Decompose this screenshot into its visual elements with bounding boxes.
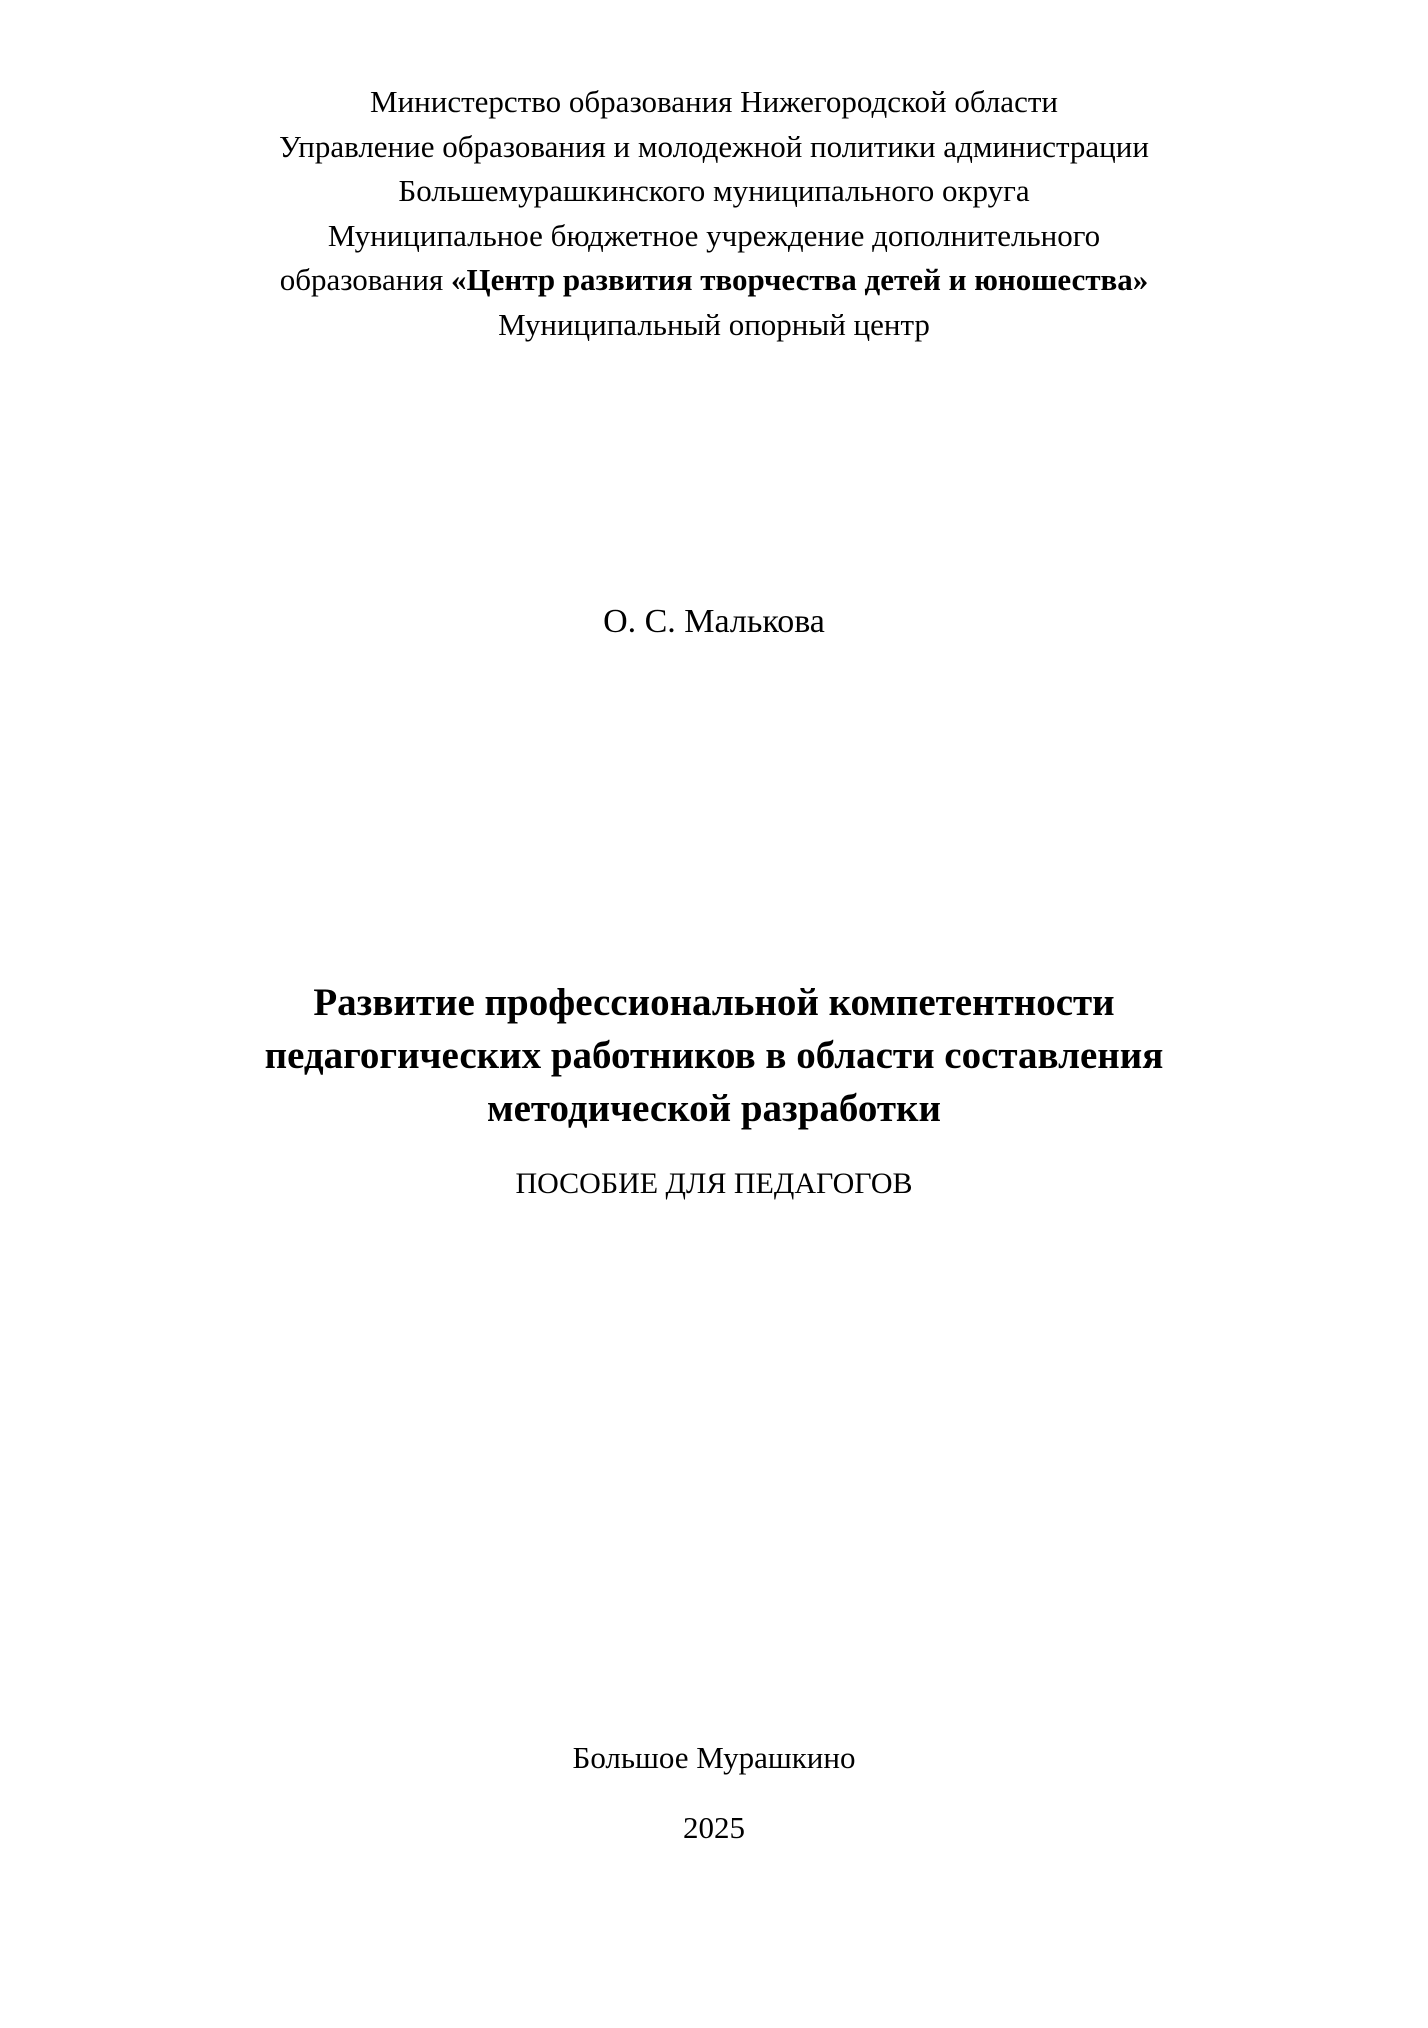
ministry-line: Министерство образования Нижегородской области <box>370 84 1058 119</box>
institution-name-prefix: образования <box>279 262 451 297</box>
institution-line: Муниципальное бюджетное учреждение дополнительного <box>327 217 1101 253</box>
document-subtitle: ПОСОБИЕ ДЛЯ ПЕДАГОГОВ <box>515 1167 913 1200</box>
district-line: Большемурашкинского муниципального округа <box>398 173 1030 208</box>
organization-header <box>0 80 1428 347</box>
title-line-2: педагогических работников в области составления <box>264 1034 1164 1077</box>
title-line-3: методической разработки <box>487 1087 941 1130</box>
institution-name-line <box>0 258 1428 303</box>
document-title <box>0 976 1428 1135</box>
institution-name-bold: «Центр развития творчества детей и юношества» <box>450 262 1149 297</box>
publication-year: 2025 <box>683 1810 745 1845</box>
publication-city: Большое Мурашкино <box>572 1740 856 1775</box>
department-line: Управление образования и молодежной политики администрации <box>279 128 1149 164</box>
title-line-1: Развитие профессиональной компетентности <box>313 981 1115 1024</box>
author-name: О. С. Малькова <box>603 603 825 640</box>
support-center-line: Муниципальный опорный центр <box>498 306 930 342</box>
